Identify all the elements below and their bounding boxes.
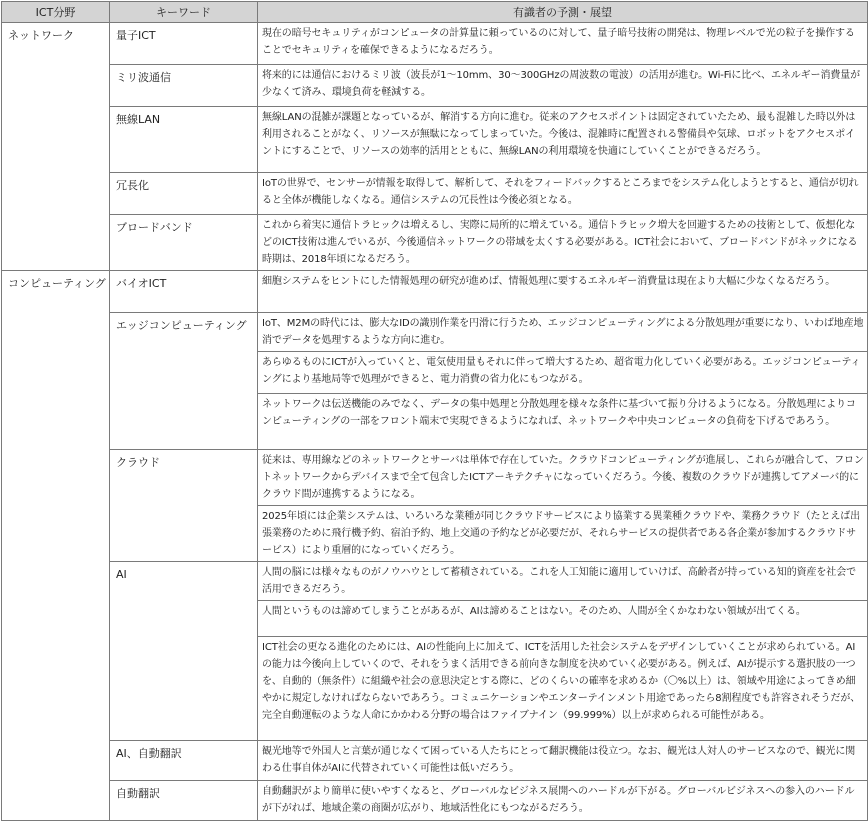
category-cell-network: ネットワーク [2,23,110,271]
header-ict-field: ICT分野 [2,2,110,23]
category-cell-computing: コンピューティング [2,271,110,821]
keyword-cell: エッジコンピューティング [110,313,258,450]
table-row [2,450,868,506]
forecast-text: 2025年頃には企業システムは、いろいろな業種が同じクラウドサービスにより協業する異業種クラウドや、業務クラウド（たとえば出張業務のために飛行機予約、宿泊予約、地上交通の予約などが必要だが、それらサービスの提供者である各企業が参加するクラウドサービス）により重層的になっていくだろう。 [258,506,868,562]
forecast-text: 現在の暗号セキュリティがコンピュータの計算量に頼っているのに対して、量子暗号技術の開発は、物理レベルで光の粒子を操作することでセキュリティを確保できるようになるだろう。 [258,23,868,65]
header-forecast: 有識者の予測・展望 [258,2,868,23]
table-row [2,781,868,821]
forecast-text: 細胞システムをヒントにした情報処理の研究が進めば、情報処理に要するエネルギー消費量は現在より大幅に少なくなるだろう。 [258,271,868,313]
keyword-cell: AI、自動翻訳 [110,741,258,781]
table-row [2,107,868,173]
forecast-text: IoTの世界で、センサーが情報を取得して、解析して、それをフィードバックするところまでをシステム化しようとすると、通信が切れると全体が機能しなくなる。通信システムの冗長性は今後必須となる。 [258,173,868,215]
table-row [2,215,868,271]
forecast-text: 自動翻訳がより簡単に使いやすくなると、グローバルなビジネス展開へのハードルが下がる。グローバルビジネスへの参入のハードルが下がれば、地域企業の商圏が広がり、地域活性化にもつながるだろう。 [258,781,868,821]
keyword-cell: 量子ICT [110,23,258,65]
table-row [2,313,868,352]
table-row [2,173,868,215]
keyword-cell: ミリ波通信 [110,65,258,107]
keyword-cell: クラウド [110,450,258,562]
keyword-cell: ブロードバンド [110,215,258,271]
forecast-table [1,1,868,821]
forecast-text: 人間というものは諦めてしまうことがあるが、AIは諦めることはない。そのため、人間が全くかなわない領域が出てくる。 [258,601,868,637]
forecast-text: IoT、M2Mの時代には、膨大なIDの識別作業を円滑に行うため、エッジコンピューティングによる分散処理が重要になり、いわば地産地消でデータを処理するような方向に進む。 [258,313,868,352]
table-row [2,741,868,781]
keyword-cell: AI [110,562,258,741]
forecast-text: 将来的には通信におけるミリ波（波長が1～10mm、30～300GHzの周波数の電波）の活用が進む。Wi-Fiに比べ、エネルギー消費量が少なくて済み、環境負荷を軽減する。 [258,65,868,107]
table-row [2,23,868,65]
keyword-cell: バイオICT [110,271,258,313]
header-keyword: キーワード [110,2,258,23]
keyword-cell: 自動翻訳 [110,781,258,821]
forecast-text: あらゆるものにICTが入っていくと、電気使用量もそれに伴って増大するため、超省電力化していく必要がある。エッジコンピューティングにより基地局等で処理ができると、電力消費の省力化にもつながる。 [258,352,868,394]
keyword-cell: 冗長化 [110,173,258,215]
forecast-text: 人間の脳には様々なものがノウハウとして蓄積されている。これを人工知能に適用していけば、高齢者が持っている知的資産を社会で活用できるだろう。 [258,562,868,601]
forecast-text: 従来は、専用線などのネットワークとサーバは単体で存在していた。クラウドコンピューティングが進展し、これらが融合して、フロントネットワークからデバイスまで全て包含したICTアーキテクチャになっていくだろう。今後、複数のクラウドが連携してアメーバ的にクラウド間が連携するようになる。 [258,450,868,506]
header-row [2,2,868,23]
table-row [2,271,868,313]
forecast-text: 無線LANの混雑が課題となっているが、解消する方向に進む。従来のアクセスポイントは固定されていたため、最も混雑した時以外は利用されることがなく、リソースが無駄になってしまっていた。今後は、混雑時に配置される警備員や気球、ロボットをアクセスポイントにすることで、リソースの効率的活用とともに、無線LANの利用環境を快適にしていくことができるだろう。 [258,107,868,173]
forecast-text: ネットワークは伝送機能のみでなく、データの集中処理と分散処理を様々な条件に基づいて振り分けるようになる。分散処理によりコンピューティングの一部をフロント端末で実現できるようになれば、ネットワークや中央コンピュータの負荷を下げるであろう。 [258,394,868,450]
table-row [2,562,868,601]
forecast-text: 観光地等で外国人と言葉が通じなくて困っている人たちにとって翻訳機能は役立つ。なお、観光は人対人のサービスなので、観光に関わる仕事自体がAIに代替されていく可能性は低いだろう。 [258,741,868,781]
table-row [2,65,868,107]
forecast-text: ICT社会の更なる進化のためには、AIの性能向上に加えて、ICTを活用した社会システムをデザインしていくことが求められている。AIの能力は今後向上していくので、それをうまく活用できる前向きな制度を決めていく必要がある。例えば、AIが提示する選択肢の一つを、自動的（無条件）に組織や社会の意思決定とする際に、どのくらいの確率を求めるか（〇%以上）は、領域や用途によってきめ細やかに規定しなければならないであろう。コミュニケーションやエンターテインメント用途であったら8割程度でも許容されそうだが、完全自動運転のような人命にかかわる分野の場合はファイブナイン（99.999%）以上が求められる可能性がある。 [258,637,868,741]
forecast-text: これから着実に通信トラヒックは増えるし、実際に局所的に増えている。通信トラヒック増大を回避するための技術として、仮想化などのICT技術は進んでいるが、今後通信ネットワークの帯域を太くする必要がある。ICT社会において、ブロードバンドがネックになる時期は、2018年頃になるだろう。 [258,215,868,271]
keyword-cell: 無線LAN [110,107,258,173]
